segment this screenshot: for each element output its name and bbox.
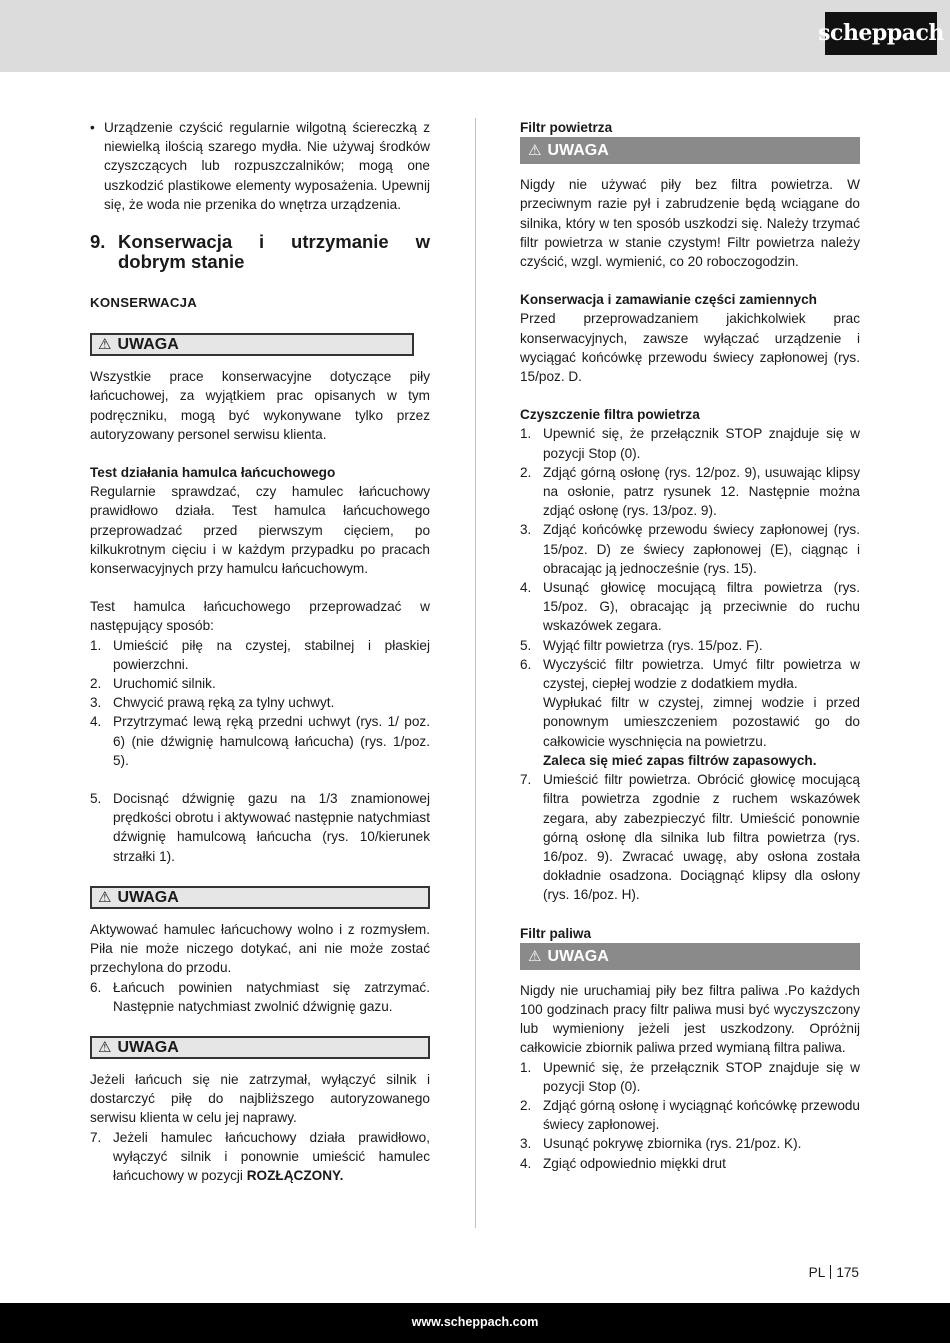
list-item xyxy=(90,789,430,866)
brake-text: Regularnie sprawdzać, czy hamulec łańcuchowy prawidłowo działa. Test hamulca łańcuchowego przeprowadzać przed pierwszym cięciem, po kilkukrotnym cięciu i w każdym przypadku po pracach konserwacyjnych przy hamulcu łańcuchowym. xyxy=(90,484,430,577)
warning-triangle-icon: ⚠ xyxy=(98,335,112,354)
list-item xyxy=(90,693,430,712)
list-item xyxy=(90,978,430,1016)
list-item-text: Umieścić filtr powietrza. Obrócić głowicę mocującą filtra powietrza zgodnie z ruchem wskazówek zegara, aby zabezpieczyć filtr. Umieścić ponownie górną osłonę dla silnika lub filtra powietrza (rys. 16/poz. 9). Zwracać uwagę, aby osłona została dokładnie osadzona. Dociągnąć klipsy dla osłony (rys. 16/poz. H). xyxy=(543,772,860,903)
warning-box-3 xyxy=(90,1036,430,1059)
warning-triangle-icon: ⚠ xyxy=(98,1037,112,1056)
list-item-number: 6. xyxy=(90,979,102,995)
warning-label: UWAGA xyxy=(117,888,179,906)
air-filter-text: Nigdy nie używać piły bez filtra powietrza. W przeciwnym razie pył i zabrudzenie będą wciągane do silnika, który w ten sposób uszkodzi się. Należy trzymać filtr powietrza w stanie czystym! Filtr powietrza należy czyścić, wzgl. wymienić, co 20 roboczogodzin. xyxy=(520,177,860,270)
warning-label: UWAGA xyxy=(547,947,609,965)
brake-steps-list-c xyxy=(90,978,430,1016)
list-item xyxy=(520,424,860,462)
parts-heading: Konserwacja i zamawianie części zamiennych xyxy=(520,292,817,308)
scheppach-logo: scheppach xyxy=(825,12,937,55)
column-divider xyxy=(475,118,476,1228)
list-item-bold-text: ROZŁĄCZONY. xyxy=(246,1167,344,1183)
list-item xyxy=(520,1058,860,1096)
fuel-heading: Filtr paliwa xyxy=(520,925,592,941)
warning-label: UWAGA xyxy=(117,1038,179,1056)
list-item-text: Upewnić się, że przełącznik STOP znajduje się w pozycji Stop (0). xyxy=(543,1059,860,1094)
list-item xyxy=(520,636,860,655)
warning-label: UWAGA xyxy=(117,336,179,354)
list-item-text: Wyjąć filtr powietrza (rys. 15/poz. F). xyxy=(543,637,763,653)
list-item-text: Umieścić piłę na czystej, stabilnej i płaskiej powierzchni. xyxy=(113,637,430,672)
list-item-text: Usunąć pokrywę zbiornika (rys. 21/poz. K). xyxy=(543,1136,802,1152)
brake-heading: Test działania hamulca łańcuchowego xyxy=(90,465,336,481)
warning-box-2 xyxy=(90,886,430,909)
warning-triangle-icon: ⚠ xyxy=(98,887,112,906)
list-item xyxy=(90,636,430,674)
list-item-text: Usunąć głowicę mocującą filtra powietrza (rys. 15/poz. G), obracając ją przeciwnie do ruchu wskazówek zegara. xyxy=(543,580,860,634)
list-item xyxy=(90,712,430,770)
warning-label: UWAGA xyxy=(547,142,609,160)
list-item-text: Wyczyścić filtr powietrza. Umyć filtr powietrza w czystej, ciepłej wodzie z dodatkiem mydła. xyxy=(543,656,860,692)
list-item-number: 6. xyxy=(520,656,532,672)
brake-intro: Test hamulca łańcuchowego przeprowadzać w następujący sposób: xyxy=(90,599,430,634)
list-item-number: 3. xyxy=(520,522,532,538)
website-link[interactable]: www.scheppach.com xyxy=(411,1315,539,1330)
parts-text: Przed przeprowadzaniem jakichkolwiek prac konserwacyjnych, zawsze wyłączać urządzenie i wyciągać końcówkę przewodu świecy zapłonowej (rys. 15/poz. D. xyxy=(520,311,860,385)
right-column xyxy=(520,118,860,1173)
brake-steps-list-a xyxy=(90,636,430,770)
list-item-number: 2. xyxy=(520,464,532,480)
chapter-title: Konserwacja i utrzymanie w dobrym stanie xyxy=(118,231,430,273)
list-item xyxy=(520,463,860,521)
list-item-number: 1. xyxy=(90,637,102,653)
list-item xyxy=(520,520,860,578)
page-number: 175 xyxy=(836,1265,859,1280)
chapter-heading xyxy=(90,232,430,272)
warning-box-air xyxy=(520,137,860,164)
clean-steps-list xyxy=(520,424,860,904)
list-item-number: 2. xyxy=(520,1097,532,1113)
list-item-number: 4. xyxy=(520,1155,532,1171)
footer-bar xyxy=(0,1303,950,1343)
list-item-number: 1. xyxy=(520,426,532,442)
page-number-footer xyxy=(809,1263,859,1282)
header-bar xyxy=(0,0,950,72)
clean-heading: Czyszczenie filtra powietrza xyxy=(520,407,700,423)
warning1-text: Wszystkie prace konserwacyjne dotyczące piły łańcuchowej, za wyjątkiem prac opisanych w tym podręczniku, mogą być wykonywane tylko przez autoryzowany personel serwisu klienta. xyxy=(90,369,430,442)
list-item xyxy=(90,1128,430,1186)
bullet-cleaning-text: Urządzenie czyścić regularnie wilgotną ściereczką z niewielką ilością szarego mydła. Nie używaj środków czyszczących lub rozpuszczalników; mogą one uszkodzić plastikowe elementy wyposażenia. Upewnij się, że woda nie przenika do wnętrza urządzenia. xyxy=(104,120,430,212)
brake-step-7 xyxy=(90,1128,430,1186)
list-item-text: Łańcuch powinien natychmiast się zatrzymać. Następnie natychmiast zwolnić dźwignię gazu. xyxy=(113,979,430,1014)
list-item-text: Chwycić prawą ręką za tylny uchwyt. xyxy=(113,695,335,711)
warning-triangle-icon: ⚠ xyxy=(528,946,542,965)
list-item xyxy=(520,1154,860,1173)
list-item-text: Zdjąć górną osłonę (rys. 12/poz. 9), usuwając klipsy na osłonie, patrz rysunek 12. Następnie można zdjąć osłonę (rys. 13/poz. 9). xyxy=(543,464,860,519)
list-item xyxy=(520,578,860,636)
list-item xyxy=(520,1134,860,1153)
list-item-number: 4. xyxy=(520,580,532,596)
warning3-text: Jeżeli łańcuch się nie zatrzymał, wyłączyć silnik i dostarczyć piłę do najbliższego autoryzowanego serwisu klienta w celu jej naprawy. xyxy=(90,1071,430,1126)
list-item xyxy=(520,655,860,770)
list-item xyxy=(90,674,430,693)
list-item-text: Docisnąć dźwignię gazu na 1/3 znamionowej prędkości obrotu i aktywować następnie natychmiast dźwignię hamulcową łańcucha (rys. 10/kierunek strzałki 1). xyxy=(113,791,430,864)
brake-steps-list-b xyxy=(90,789,430,866)
list-item-number: 3. xyxy=(90,695,102,711)
bullet-cleaning xyxy=(90,118,430,214)
language-code: PL xyxy=(808,1265,826,1280)
list-item-number: 5. xyxy=(520,637,532,653)
chapter-number: 9. xyxy=(90,231,106,253)
list-item-text: Przytrzymać lewą ręką przedni uchwyt (rys. 1/ poz. 6) (nie dźwignię hamulcową łańcucha) (rys. 1/poz. 5). xyxy=(113,714,430,768)
list-item xyxy=(520,770,860,904)
list-item-text: Zdjąć końcówkę przewodu świecy zapłonowej (rys. 15/poz. D) ze świecy zapłonowej (E), ciągnąc i obracając ją jednocześnie (rys. 15). xyxy=(543,522,860,576)
list-item xyxy=(520,1096,860,1134)
footer-separator xyxy=(830,1265,831,1279)
list-item-number: 7. xyxy=(520,772,532,788)
list-item-text: Wypłukać filtr w czystej, zimnej wodzie i przed ponownym umieszczeniem pozostawić go do całkowicie wyschnięcia na powietrzu. xyxy=(543,695,860,749)
left-column xyxy=(90,118,430,1185)
list-item-text: Jeżeli hamulec łańcuchowy działa prawidłowo, wyłączyć silnik i ponownie umieścić hamulec łańcuchowy w pozycji xyxy=(113,1129,430,1183)
list-item-number: 2. xyxy=(90,676,102,692)
list-item-number: 1. xyxy=(520,1059,532,1075)
list-item-number: 5. xyxy=(90,791,102,807)
warning-box-1 xyxy=(90,333,414,356)
list-item-text: Uruchomić silnik. xyxy=(113,676,216,692)
list-item-text: Zgiąć odpowiednio miękki drut xyxy=(543,1155,726,1171)
warning-box-fuel xyxy=(520,943,860,970)
list-item-number: 3. xyxy=(520,1136,532,1152)
air-filter-heading: Filtr powietrza xyxy=(520,120,613,135)
list-item-number: 4. xyxy=(90,714,102,730)
list-item-text: Zdjąć górną osłonę i wyciągnąć końcówkę przewodu świecy zapłonowej. xyxy=(543,1097,860,1133)
fuel-text: Nigdy nie uruchamiaj piły bez filtra paliwa .Po każdych 100 godzinach pracy filtr paliwa musi być wyczyszczony lub wymieniony jeżeli jest uszkodzony. Opróżnij całkowicie zbiornik paliwa przed wymianą filtra paliwa. xyxy=(520,982,860,1056)
list-item-text: Upewnić się, że przełącznik STOP znajduje się w pozycji Stop (0). xyxy=(543,426,860,461)
section-title: KONSERWACJA xyxy=(90,295,198,311)
list-item-number: 7. xyxy=(90,1129,102,1145)
bullet-mark: • xyxy=(90,120,95,135)
warning2-text: Aktywować hamulec łańcuchowy wolno i z rozmysłem. Piła nie może niczego dotykać, ani nie może zostać przechylona do przodu. xyxy=(90,921,430,976)
list-item-bold-text: Zaleca się mieć zapas filtrów zapasowych. xyxy=(543,752,817,768)
warning-triangle-icon: ⚠ xyxy=(528,141,542,160)
fuel-steps-list xyxy=(520,1058,860,1173)
